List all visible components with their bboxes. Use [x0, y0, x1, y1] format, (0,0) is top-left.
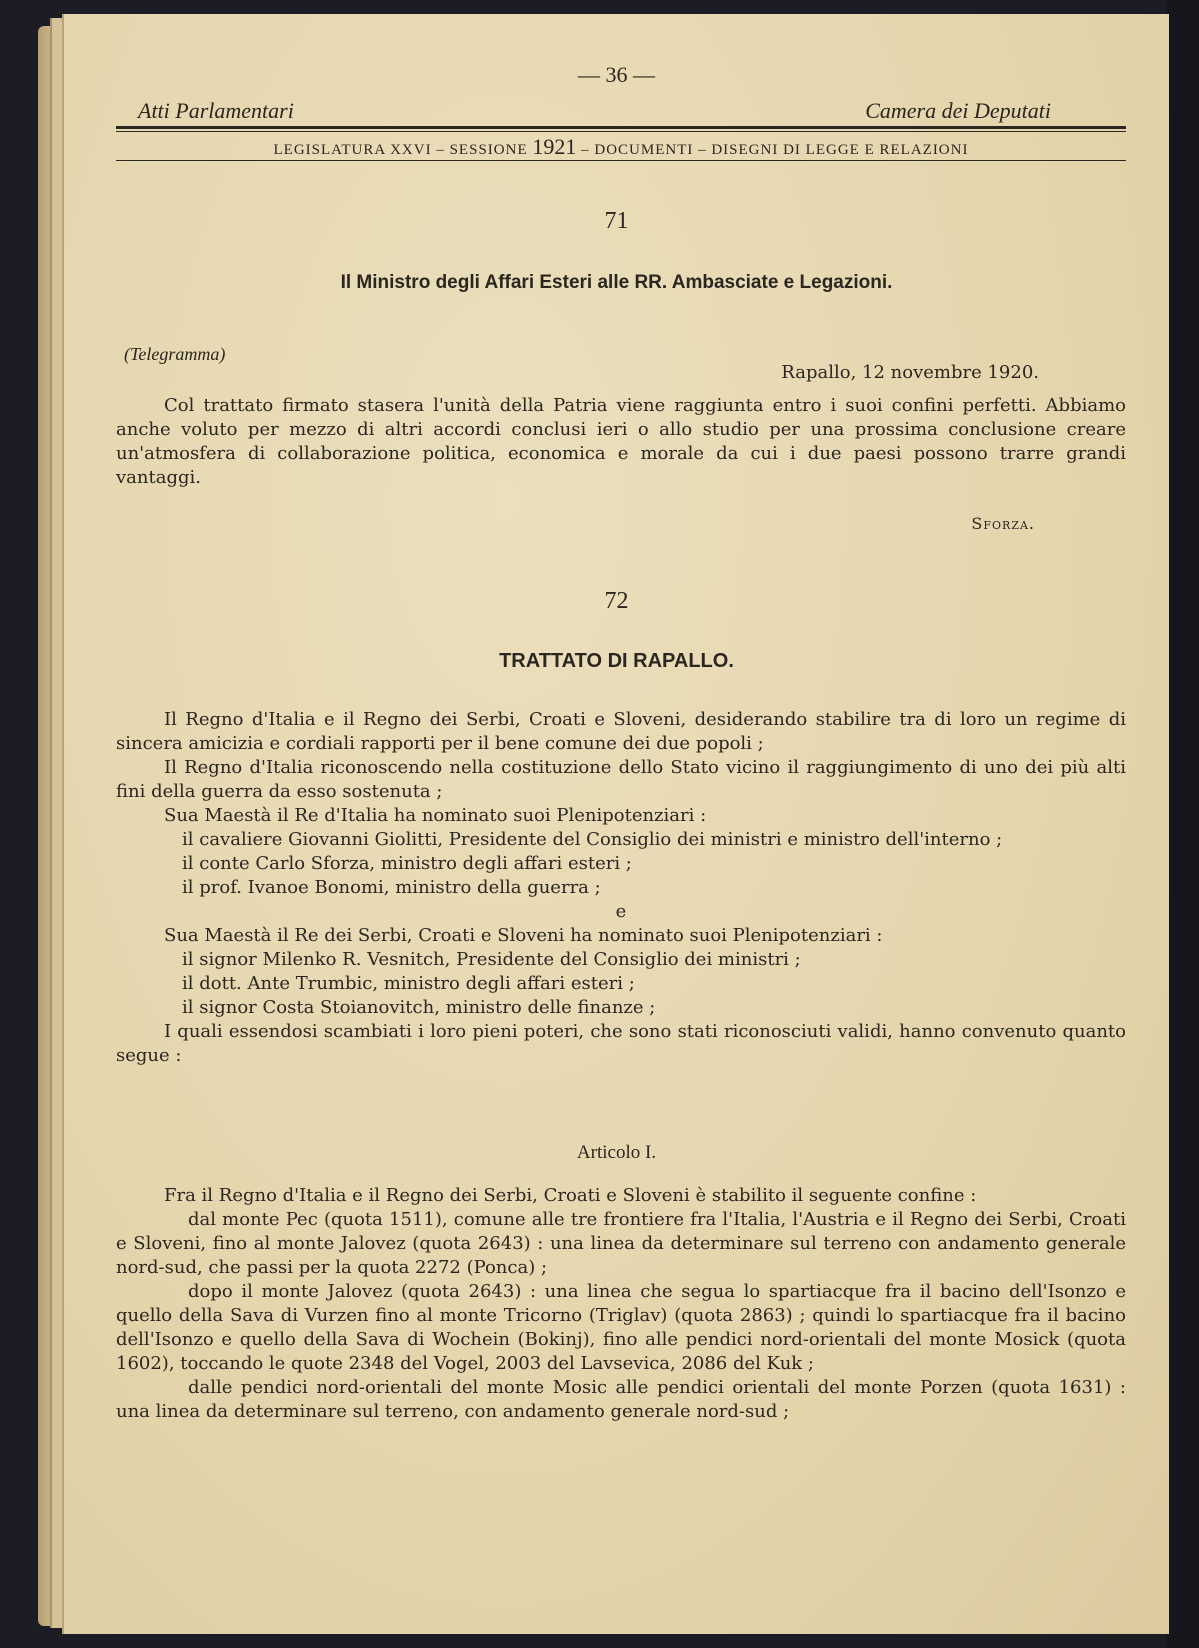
paragraph: dal monte Pec (quota 1511), comune alle tre frontiere fra l'Italia, l'Austria e il Regno dei Serbi, Croati e Sloveni, fino al monte Jalovez (quota 2643) : una linea da determinare sul terreno con andamento generale nord-sud, che passi per la quota 2272 (Ponca) ; — [116, 1209, 1126, 1278]
section-number-72: 72 — [604, 588, 629, 614]
section-title-71: Il Ministro degli Affari Esteri alle RR. Ambasciate e Legazioni. — [340, 272, 893, 293]
telegram-body — [116, 394, 1126, 490]
paragraph: il dott. Ante Trumbic, ministro degli affari esteri ; — [182, 973, 635, 994]
paragraph: il conte Carlo Sforza, ministro degli affari esteri ; — [182, 853, 632, 874]
paragraph: il cavaliere Giovanni Giolitti, Presidente del Consiglio dei ministri e ministro dell'interno ; — [182, 829, 1003, 850]
telegram-paragraph: Col trattato firmato stasera l'unità della Patria viene raggiunta entro i suoi confini perfetti. Abbiamo anche voluto per mezzo di altri accordi conclusi ieri o allo studio per una prossima conclusione creare un'atmosfera di collaborazione politica, economica e morale da cui i due paesi possono trarre grandi vantaggi. — [116, 395, 1126, 488]
header-rule-thin — [116, 131, 1126, 132]
section-title-72: TRATTATO DI RAPALLO. — [499, 650, 734, 672]
legislature-rule — [116, 160, 1126, 161]
article-heading: Articolo I. — [576, 1142, 657, 1163]
paragraph: il signor Milenko R. Vesnitch, Presidente del Consiglio dei ministri ; — [182, 949, 801, 970]
paragraph: Sua Maestà il Re dei Serbi, Croati e Sloveni ha nominato suoi Plenipotenziari : — [164, 925, 883, 946]
paragraph: Sua Maestà il Re d'Italia ha nominato suoi Plenipotenziari : — [164, 805, 707, 826]
header-left: Atti Parlamentari — [138, 98, 294, 123]
paragraph: dopo il monte Jalovez (quota 2643) : una linea che segua lo spartiacque fra il bacino dell'Isonzo e quello della Sava di Vurzen fino al monte Tricorno (Triglav) (quota 2863) ; quindi lo spartiacque fra il bacino dell'Isonzo e quello della Sava di Wochein (Bokinj), fino alle pendici nord-orientali del monte Mosick (quota 1602), toccando le quote 2348 del Vogel, 2003 del Lavsevica, 2086 del Kuk ; — [116, 1281, 1126, 1374]
legislature-a: LEGISLATURA XXVI – SESSIONE — [273, 142, 533, 158]
paragraph: il prof. Ivanoe Bonomi, ministro della guerra ; — [182, 877, 601, 898]
paragraph: Il Regno d'Italia e il Regno dei Serbi, Croati e Sloveni, desiderando stabilire tra di loro un regime di sincera amicizia e cordiali rapporti per il bene comune dei due popoli ; — [116, 709, 1126, 754]
legislature-b: – DOCUMENTI – DISEGNI DI LEGGE E RELAZIONI — [576, 142, 969, 158]
legislature-line — [116, 134, 1126, 160]
header-right: Camera dei Deputati — [865, 98, 1051, 123]
paragraph: I quali essendosi scambiati i loro pieni poteri, che sono stati riconosciuti validi, hanno convenuto quanto segue : — [116, 1021, 1126, 1066]
treaty-preamble — [116, 708, 1126, 1068]
background-right — [1167, 0, 1199, 1648]
paragraph: il signor Costa Stoianovitch, ministro delle finanze ; — [182, 997, 656, 1018]
page-number: — 36 — — [578, 62, 655, 87]
signature: Sforza. — [971, 514, 1035, 533]
paragraph: e — [615, 901, 627, 922]
section-number-71: 71 — [604, 208, 629, 234]
telegram-label: (Telegramma) — [124, 344, 226, 364]
document-page — [62, 14, 1169, 1634]
dateline: Rapallo, 12 novembre 1920. — [781, 362, 1039, 383]
legislature-year: 1921 — [532, 134, 577, 159]
article-body — [116, 1184, 1126, 1424]
header-rule — [116, 126, 1126, 129]
paragraph: Fra il Regno d'Italia e il Regno dei Serbi, Croati e Sloveni è stabilito il seguente confine : — [164, 1185, 977, 1206]
paragraph: dalle pendici nord-orientali del monte Mosic alle pendici orientali del monte Porzen (quota 1631) : una linea da determinare sul terreno, con andamento generale nord-sud ; — [116, 1377, 1126, 1422]
paragraph: Il Regno d'Italia riconoscendo nella costituzione dello Stato vicino il raggiungimento di uno dei più alti fini della guerra da esso sostenuta ; — [116, 757, 1126, 802]
